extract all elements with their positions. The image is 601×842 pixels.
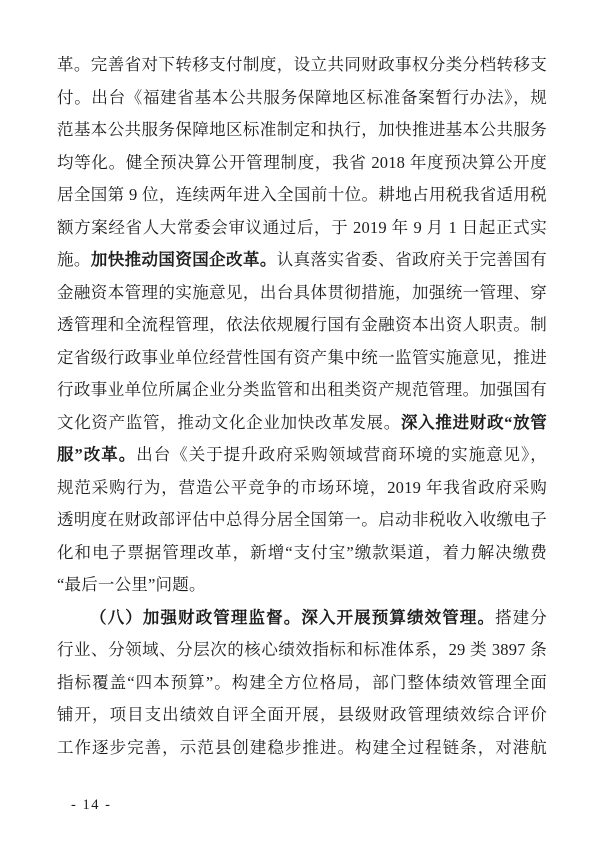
text-line [57, 244, 547, 277]
text-line [57, 537, 547, 570]
text-line [57, 82, 547, 115]
text-segment: 施。 [57, 250, 91, 269]
text-segment: 搭建分 [495, 607, 547, 627]
text-line [57, 309, 547, 342]
text-segment: 认真落实省委、省政府关于完善国有 [276, 250, 547, 269]
text-line [57, 602, 547, 635]
text-line [57, 634, 547, 667]
text-line [57, 504, 547, 537]
text-segment: 革。完善省对下转移支付制度，设立共同财政事权分类分档转移支 [57, 55, 547, 74]
bold-text-segment: 深入推进财政“放管 [400, 412, 547, 432]
text-segment: 均等化。健全预决算公开管理制度，我省 2018 年度预决算公开度 [57, 152, 547, 172]
text-segment: 居全国第 9 位，连续两年进入全国前十位。耕地占用税我省适用税 [57, 185, 547, 204]
text-line [57, 374, 547, 407]
text-segment: 金融资本管理的实施意见，出台具体贯彻措施，加强统一管理、穿 [57, 282, 547, 302]
text-line [57, 569, 547, 602]
text-line [57, 667, 547, 700]
text-segment: 化和电子票据管理改革，新增“支付宝”缴款渠道，着力解决缴费 [57, 542, 547, 562]
document-body [57, 49, 547, 764]
text-line [57, 732, 547, 765]
bold-text-segment: （八）加强财政管理监督。深入开展预算绩效管理。 [90, 607, 496, 627]
text-segment: 出台《关于提升政府采购领域营商环境的实施意见》， [136, 445, 547, 464]
text-segment: 额方案经省人大常委会审议通过后，于 2019 年 9 月 1 日起正式实 [57, 217, 547, 237]
text-segment: 规范采购行为，营造公平竞争的市场环境，2019 年我省政府采购 [57, 477, 547, 497]
text-line [57, 342, 547, 375]
text-segment: 铺开，项目支出绩效自评全面开展，县级财政管理绩效综合评价 [57, 705, 547, 724]
text-line [57, 699, 547, 732]
text-line [57, 212, 547, 245]
text-segment: 透明度在财政部评估中总得分居全国第一。启动非税收入收缴电子 [57, 510, 547, 529]
text-segment: 范基本公共服务保障地区标准制定和执行，加快推进基本公共服务 [57, 120, 547, 139]
text-line [57, 147, 547, 180]
text-segment: 定省级行政事业单位经营性国有资产集中统一监管实施意见，推进 [57, 347, 547, 367]
text-segment: 文化资产监管，推动文化企业加快改革发展。 [57, 412, 401, 432]
text-segment: 行业、分领域、分层次的核心绩效指标和标准体系，29 类 3897 条 [57, 640, 547, 659]
text-segment: 付。出台《福建省基本公共服务保障地区标准备案暂行办法》，规 [57, 87, 547, 107]
text-segment: “最后一公里”问题。 [57, 575, 206, 594]
text-line [57, 472, 547, 505]
text-segment: 指标覆盖“四本预算”。构建全方位格局，部门整体绩效管理全面 [57, 672, 547, 692]
text-line [57, 439, 547, 472]
text-segment: 透管理和全流程管理，依法依规履行国有金融资本出资人职责。制 [57, 315, 547, 334]
text-line [57, 179, 547, 212]
bold-text-segment: 加快推动国资国企改革。 [90, 250, 277, 269]
page-number: - 14 - [71, 797, 112, 813]
text-segment: 工作逐步完善，示范县创建稳步推进。构建全过程链条，对港航 [57, 737, 547, 757]
text-segment: 行政事业单位所属企业分类监管和出租类资产规范管理。加强国有 [57, 380, 547, 399]
text-line [57, 277, 547, 310]
text-line [57, 114, 547, 147]
text-line [57, 49, 547, 82]
text-line [57, 407, 547, 440]
bold-text-segment: 服”改革。 [57, 445, 137, 464]
